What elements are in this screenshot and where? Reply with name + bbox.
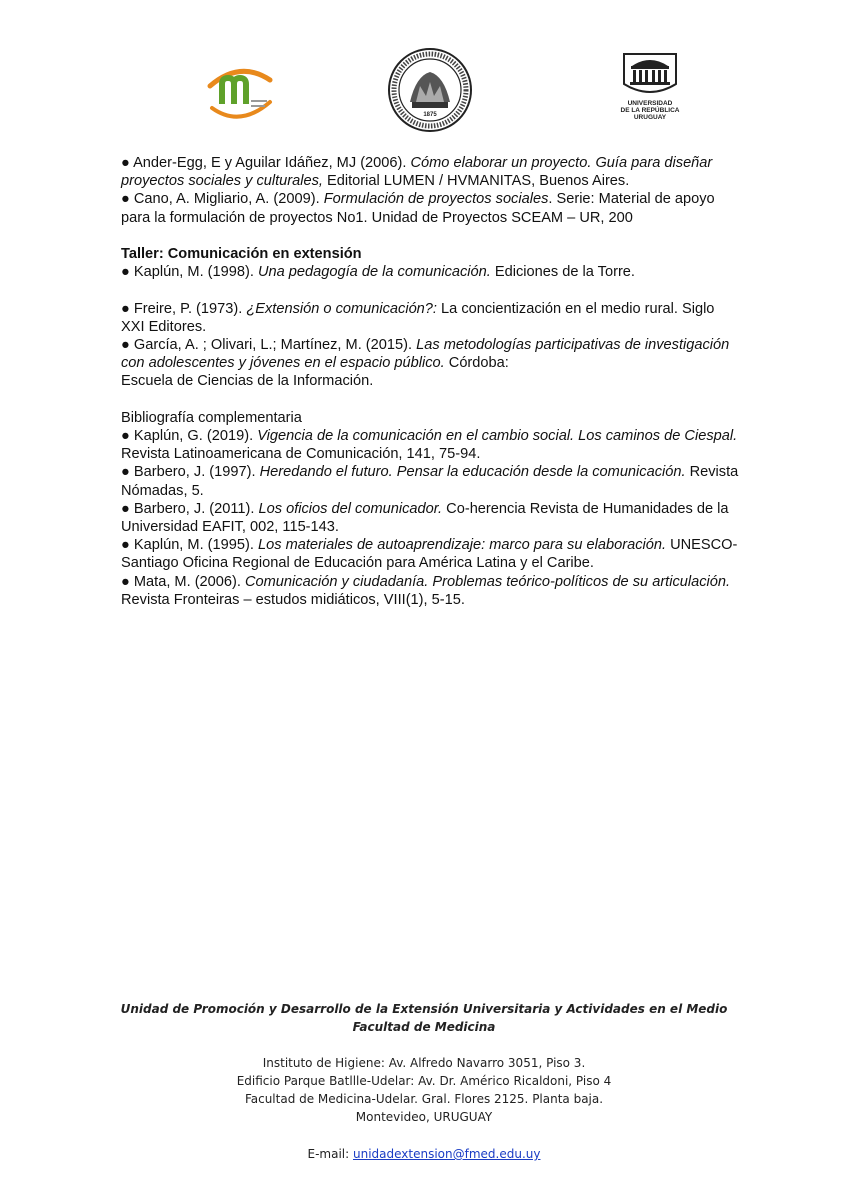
- faculty-seal-logo: [386, 46, 474, 134]
- reference-item: ● Freire, P. (1973). ¿Extensión o comunicación?: La concientización en el medio rural. Siglo XXI Editores.: [121, 300, 715, 335]
- reference-item: ● Ander-Egg, E y Aguilar Idáñez, MJ (2006). Cómo elaborar un proyecto. Guía para diseñar proyectos sociales y culturales, Editorial LUMEN / HVMANITAS, Buenos Aires.: [121, 155, 713, 190]
- section-title: Taller: Comunicación en extensión: [121, 246, 362, 262]
- complementary-title: Bibliografía complementaria: [121, 409, 302, 426]
- reference-item: ● Cano, A. Migliario, A. (2009). Formulación de proyectos sociales. Serie: Material de apoyo para la formulación de proyectos No1. Unidad de Proyectos SCEAM – UR, 200: [121, 191, 715, 226]
- extension-unit-logo: [204, 56, 276, 128]
- footer-email: E-mail: unidadextension@fmed.edu.uy: [307, 1147, 541, 1161]
- reference-item: ● Kaplún, M. (1998). Una pedagogía de la comunicación. Ediciones de la Torre.: [121, 264, 635, 281]
- footer-unit-name: Unidad de Promoción y Desarrollo de la Extensión Universitaria y Actividades en el Medio Facultad de Medicina: [120, 1002, 728, 1034]
- header-logos: [0, 44, 848, 134]
- reference-item: ● Kaplún, M. (1995). Los materiales de autoaprendizaje: marco para su elaboración. UNESCO-Santiago Oficina Regional de Educación para América Latina y el Caribe.: [121, 537, 738, 572]
- reference-item: ● Kaplún, G. (2019). Vigencia de la comunicación en el cambio social. Los caminos de Ciespal. Revista Latinoamericana de Comunicación, 141, 75-94.: [121, 428, 738, 463]
- footer-address: Instituto de Higiene: Av. Alfredo Navarro 3051, Piso 3. Edificio Parque Batllle-Udelar: Av. Dr. Américo Ricaldoni, Piso 4 Facultad de Medicina-Udelar. Gral. Flores 2125. Planta baja. Montevideo, URUGUAY: [236, 1056, 612, 1124]
- university-logo-caption: UNIVERSIDAD DE LA REPÚBLICA URUGUAY: [620, 100, 680, 121]
- reference-item: ● Barbero, J. (2011). Los oficios del comunicador. Co-herencia Revista de Humanidades de la Universidad EAFIT, 002, 115-143.: [121, 500, 729, 536]
- reference-item: ● García, A. ; Olivari, L.; Martínez, M. (2015). Las metodologías participativas de investigación con adolescentes y jóvenes en el espacio público. Córdoba:: [121, 337, 730, 372]
- reference-item: ● Mata, M. (2006). Comunicación y ciudadanía. Problemas teórico-políticos de su articulación. Revista Fronteiras – estudos midiáticos, VIII(1), 5-15.: [121, 573, 731, 608]
- university-building-icon: [612, 50, 688, 100]
- reference-item: Escuela de Ciencias de la Información.: [121, 373, 374, 390]
- email-link[interactable]: unidadextension@fmed.edu.uy: [352, 1147, 541, 1161]
- bibliography-content: [121, 154, 741, 609]
- reference-item: ● Barbero, J. (1997). Heredando el futuro. Pensar la educación desde la comunicación. Revista Nómadas, 5.: [121, 464, 739, 499]
- university-logo: [612, 50, 688, 130]
- svg-text:1875: 1875: [423, 112, 437, 118]
